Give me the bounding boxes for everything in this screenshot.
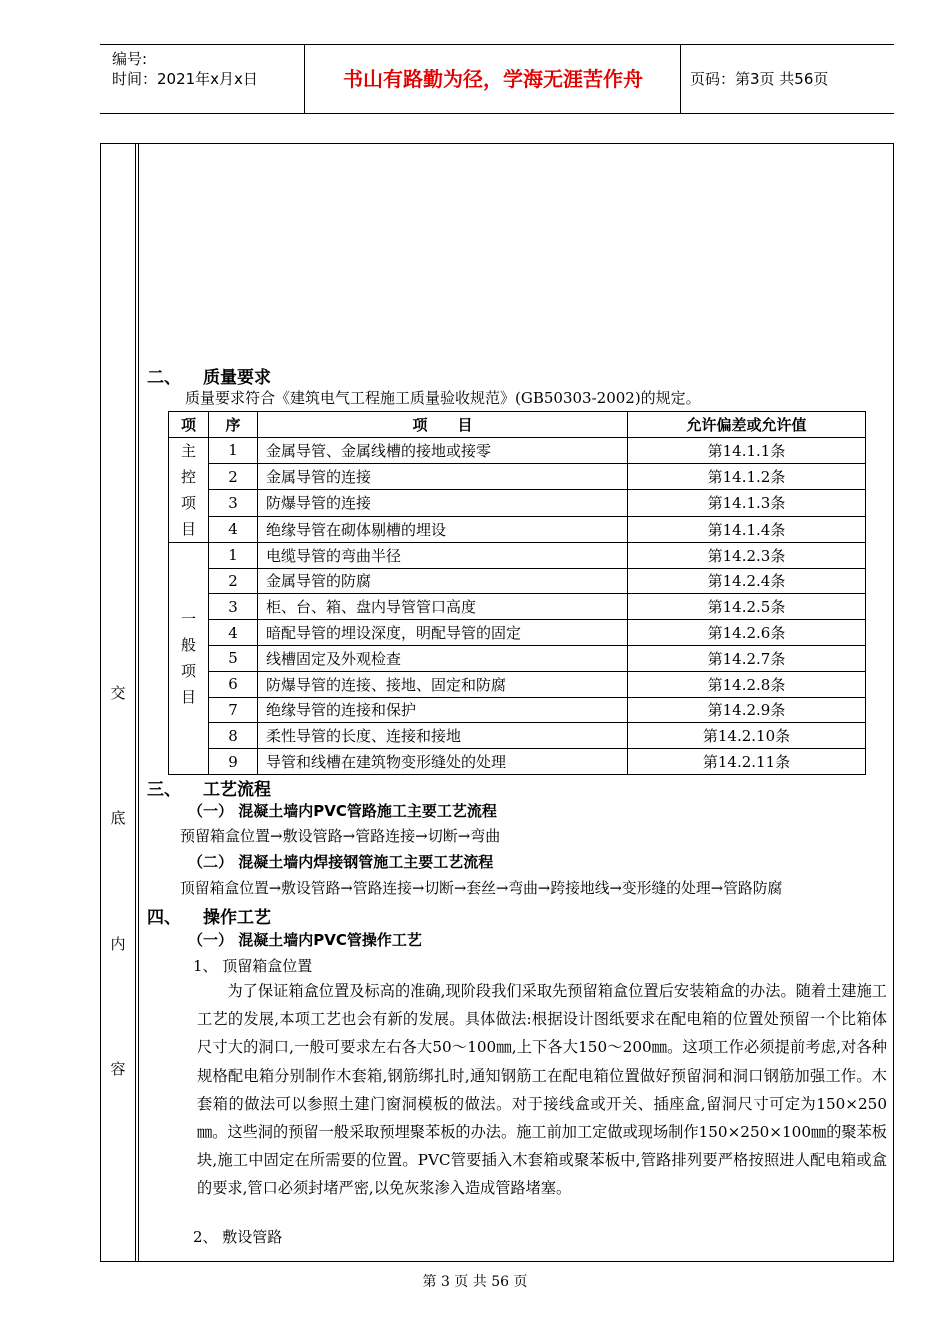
body-paragraph: 为了保证箱盒位置及标高的准确,现阶段我们采取先预留箱盒位置后安装箱盒的办法。随着土建施工工艺的发展,本项工艺也会有新的发展。具体做法:根据设计图纸要求在配电箱的位置处预留一个比箱体尺寸大的洞口,一般可要求左右各大50～100㎜,上下各大150～200㎜。这项工作必须提前考虑,对各种规格配电箱分别制作木套箱,钢筋绑扎时,通知钢筋工在配电箱位置做好预留洞和洞口钢筋加强工作。木套箱的做法可以参照土建门窗洞模板的做法。对于接线盒或开关、插座盒,留洞尺寸可定为150×250㎜。这些洞的预留一般采取预埋聚苯板的办法。施工前加工定做或现场制作150×250×100㎜的聚苯板块,施工中固定在所需要的位置。PVC管要插入木套箱或聚苯板中,管路排列要严格按照进人配电箱或盒的要求,管口必须封堵严密,以免灰浆渗入造成管路堵塞。	[197, 982, 887, 1198]
table-cell-value: 第14.2.7条	[628, 645, 866, 671]
table-header-row	[169, 412, 866, 438]
table-row	[169, 516, 866, 542]
table-cell-item: 线槽固定及外观检查	[258, 645, 628, 671]
table-cell-seq: 3	[209, 594, 258, 620]
table-cell-value: 第14.2.11条	[628, 749, 866, 775]
table-cell-seq: 1	[209, 437, 258, 463]
frame-divider	[135, 144, 136, 1261]
table-row	[169, 594, 866, 620]
table-header-cell: 允许偏差或允许值	[628, 412, 866, 438]
header-divider	[680, 45, 681, 113]
table-row	[169, 568, 866, 594]
table-cell-seq: 8	[209, 723, 258, 749]
table-row	[169, 464, 866, 490]
table-cell-value: 第14.2.10条	[628, 723, 866, 749]
group-label-text: 主控项目	[180, 441, 196, 538]
table-cell-seq: 3	[209, 490, 258, 516]
section-number: 四、	[147, 908, 181, 928]
table-cell-seq: 1	[209, 542, 258, 568]
table-row	[169, 490, 866, 516]
table-cell-seq: 5	[209, 645, 258, 671]
subsection-heading: （一） 混凝土墙内PVC管操作工艺	[188, 931, 422, 949]
subsection-heading: （一） 混凝土墙内PVC管路施工主要工艺流程	[188, 802, 497, 820]
frame-divider	[138, 144, 139, 1261]
group-label-general	[169, 542, 209, 774]
header-motto: 书山有路勤为径，学海无涯苦作舟	[343, 67, 643, 91]
table-cell-value: 第14.2.5条	[628, 594, 866, 620]
table-cell-value: 第14.1.2条	[628, 464, 866, 490]
section-number: 三、	[147, 780, 181, 800]
table-cell-seq: 7	[209, 697, 258, 723]
table-header-cell: 项	[169, 412, 209, 438]
side-label-char: 容	[110, 1060, 126, 1078]
table-row	[169, 437, 866, 463]
subsection-heading: （二） 混凝土墙内焊接钢管施工主要工艺流程	[188, 853, 494, 871]
section-heading	[147, 775, 271, 800]
section-title: 工艺流程	[203, 780, 271, 800]
doc-number-label: 编号:	[112, 50, 148, 68]
table-row	[169, 620, 866, 646]
table-cell-value: 第14.2.3条	[628, 542, 866, 568]
table-cell-item: 绝缘导管的连接和保护	[258, 697, 628, 723]
table-cell-value: 第14.1.4条	[628, 516, 866, 542]
table-cell-value: 第14.1.3条	[628, 490, 866, 516]
table-row	[169, 723, 866, 749]
header-divider	[304, 45, 305, 113]
step-heading: 2、 敷设管路	[193, 1228, 283, 1246]
table-cell-item: 绝缘导管在砌体剔槽的埋设	[258, 516, 628, 542]
quality-intro: 质量要求符合《建筑电气工程施工质量验收规范》(GB50303-2002)的规定。	[185, 389, 701, 407]
table-cell-item: 金属导管的连接	[258, 464, 628, 490]
table-cell-value: 第14.2.6条	[628, 620, 866, 646]
section-title: 质量要求	[203, 368, 271, 388]
table-cell-item: 柔性导管的长度、连接和接地	[258, 723, 628, 749]
page-footer: 第 3 页 共 56 页	[422, 1274, 528, 1290]
table-header-cell: 项 目	[258, 412, 628, 438]
section-heading	[147, 363, 271, 388]
section-number: 二、	[147, 368, 181, 388]
step-heading: 1、 顶留箱盒位置	[193, 957, 313, 975]
section-heading	[147, 903, 271, 928]
page-header	[100, 44, 894, 114]
table-cell-value: 第14.1.1条	[628, 437, 866, 463]
table-cell-value: 第14.2.8条	[628, 671, 866, 697]
group-label-text: 一般项目	[180, 610, 196, 707]
side-label-char: 底	[110, 809, 126, 827]
table-cell-seq: 9	[209, 749, 258, 775]
side-label-char: 内	[110, 935, 126, 953]
table-row	[169, 697, 866, 723]
table-cell-seq: 2	[209, 464, 258, 490]
table-row	[169, 542, 866, 568]
group-label-main	[169, 437, 209, 542]
table-row	[169, 671, 866, 697]
header-page-label: 页码：第3页 共56页	[690, 70, 829, 88]
table-row	[169, 749, 866, 775]
section-title: 操作工艺	[203, 908, 271, 928]
table-header-cell: 序	[209, 412, 258, 438]
table-row	[169, 645, 866, 671]
side-label-char: 交	[110, 684, 126, 702]
table-cell-item: 金属导管的防腐	[258, 568, 628, 594]
table-cell-item: 柜、台、箱、盘内导管管口高度	[258, 594, 628, 620]
table-cell-seq: 4	[209, 516, 258, 542]
table-cell-value: 第14.2.4条	[628, 568, 866, 594]
table-cell-item: 防爆导管的连接、接地、固定和防腐	[258, 671, 628, 697]
table-cell-seq: 6	[209, 671, 258, 697]
table-cell-item: 导管和线槽在建筑物变形缝处的处理	[258, 749, 628, 775]
process-flow: 顶留箱盒位置→敷设管路→管路连接→切断→套丝→弯曲→跨接地线→变形缝的处理→管路防腐	[180, 880, 783, 897]
process-flow: 预留箱盒位置→敷设管路→管路连接→切断→弯曲	[180, 827, 501, 845]
table-cell-item: 电缆导管的弯曲半径	[258, 542, 628, 568]
quality-table	[168, 411, 866, 775]
header-left	[112, 49, 258, 89]
table-cell-value: 第14.2.9条	[628, 697, 866, 723]
table-cell-seq: 2	[209, 568, 258, 594]
table-cell-item: 防爆导管的连接	[258, 490, 628, 516]
table-cell-item: 金属导管、金属线槽的接地或接零	[258, 437, 628, 463]
table-cell-seq: 4	[209, 620, 258, 646]
doc-time-label: 时间：2021年x月x日	[112, 70, 258, 88]
table-cell-item: 暗配导管的埋设深度，明配导管的固定	[258, 620, 628, 646]
